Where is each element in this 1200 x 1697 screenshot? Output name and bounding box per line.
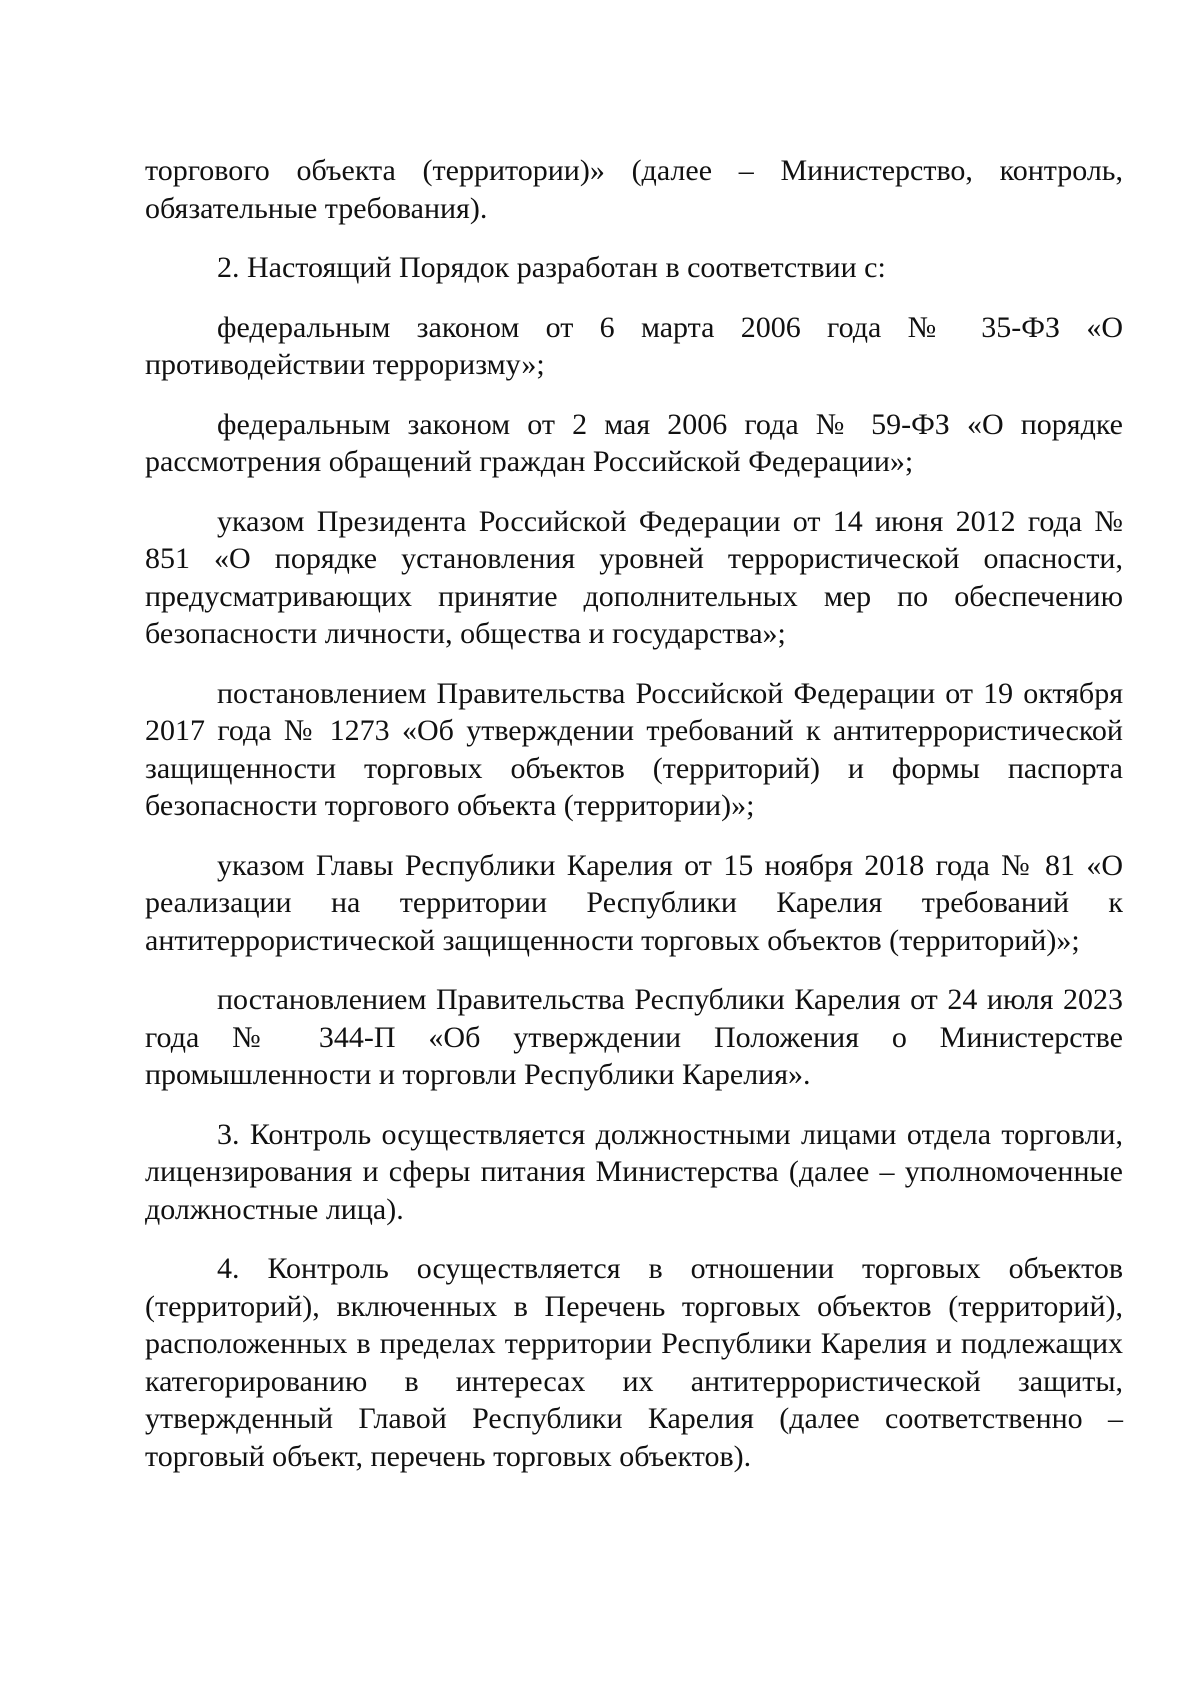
paragraph-item-3: 3. Контроль осуществляется должностными лицами отдела торговли, лицензирования и сферы питания Министерства (далее – уполномоченные должностные лица). [145,1117,1123,1226]
paragraph-resolution-1273: постановлением Правительства Российской Федерации от 19 октября 2017 года № 1273 «Об утверждении требований к антитеррористической защищенности торговых объектов (территорий) и формы паспорта безопасности торгового объекта (территории)»; [145,676,1123,822]
paragraph-law-35-fz: федеральным законом от 6 марта 2006 года № 35-ФЗ «О противодействии терроризму»; [145,310,1123,381]
paragraph-item-2: 2. Настоящий Порядок разработан в соответствии с: [217,251,886,284]
paragraph-decree-851: указом Президента Российской Федерации от 14 июня 2012 года № 851 «О порядке установления уровней террористической опасности, предусматривающих принятие дополнительных мер по обеспечению безопасности личности, общества и государства»; [145,504,1123,650]
paragraph-continuation: торгового объекта (территории)» (далее – Министерство, контроль, обязательные требования). [145,154,1123,225]
paragraph-decree-81: указом Главы Республики Карелия от 15 ноября 2018 года № 81 «О реализации на территории Республики Карелия требований к антитеррористической защищенности торговых объектов (территорий)»; [145,848,1123,957]
paragraph-item-4: 4. Контроль осуществляется в отношении торговых объектов (территорий), включенных в Перечень торговых объектов (территорий), расположенных в пределах территории Республики Карелия и подлежащих категорированию в интересах их антитеррористической защиты, утвержденный Главой Республики Карелия (далее соответственно – торговый объект, перечень торговых объектов). [145,1252,1123,1473]
paragraph-law-59-fz: федеральным законом от 2 мая 2006 года № 59-ФЗ «О порядке рассмотрения обращений граждан Российской Федерации»; [145,407,1123,478]
paragraph-resolution-344-p: постановлением Правительства Республики Карелия от 24 июля 2023 года № 344-П «Об утверждении Положения о Министерстве промышленности и торговли Республики Карелия». [145,983,1123,1091]
document-page [145,152,1123,1497]
